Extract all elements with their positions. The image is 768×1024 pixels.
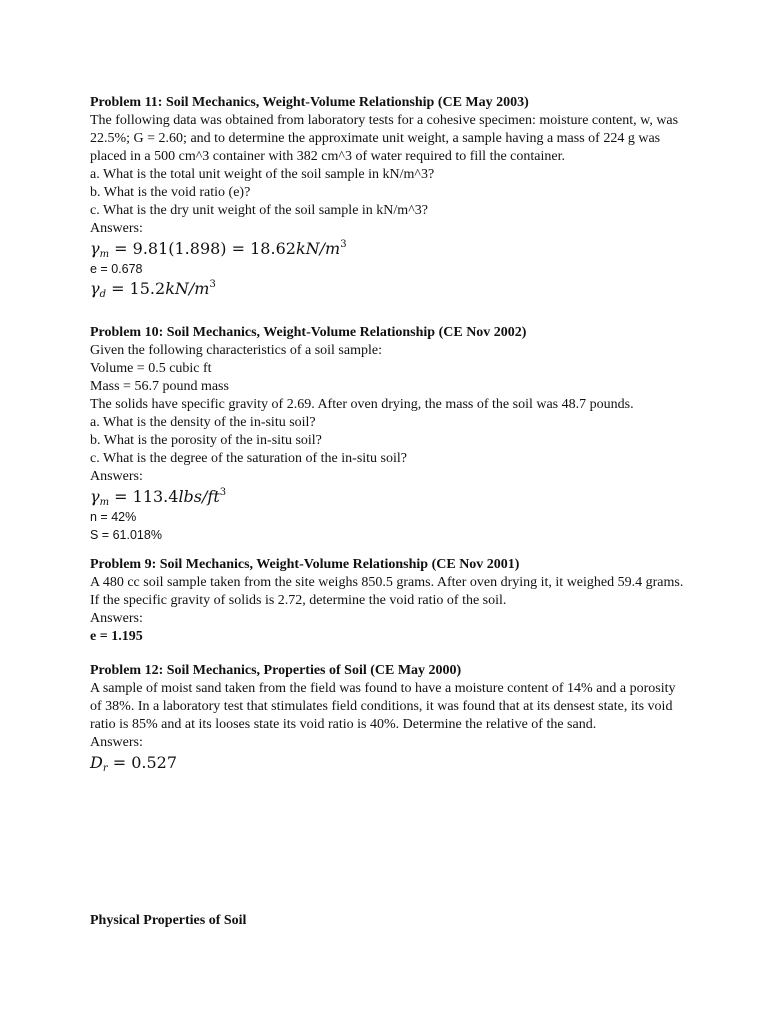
question-b: b. What is the porosity of the in-situ soil? — [90, 433, 322, 448]
question-b: b. What is the void ratio (e)? — [90, 185, 251, 200]
problem-paragraph: A sample of moist sand taken from the field was found to have a moisture content of 14% and a porosity of 38%. In a laboratory test that stimulates field conditions, it was found that at its densest state, its void ratio is 85% and at its looses state its void ratio is 40%. Determine the relative of the sand. — [90, 681, 676, 732]
answer-void-ratio: e = 0.678 — [90, 262, 143, 276]
section-heading: Physical Properties of Soil — [90, 913, 247, 928]
answers-label: Answers: — [90, 735, 143, 750]
answer-value: = 9.81(1.898) = 18.62 — [114, 239, 296, 258]
problem-line: Given the following characteristics of a soil sample: — [90, 343, 382, 358]
question-c: c. What is the degree of the saturation of the in-situ soil? — [90, 451, 407, 466]
problem-9 — [90, 556, 690, 646]
problem-title: Problem 10: Soil Mechanics, Weight-Volume Relationship (CE Nov 2002) — [90, 325, 527, 340]
problem-paragraph: The following data was obtained from laboratory tests for a cohesive specimen: moisture content, w, was 22.5%; G = 2.60; and to determine the approximate unit weight, a sample having a mass of 224 g was placed in a 500 cm^3 container with 382 cm^3 of water required to fill the container. — [90, 113, 679, 164]
question-c: c. What is the dry unit weight of the soil sample in kN/m^3? — [90, 203, 428, 218]
problem-line: Volume = 0.5 cubic ft — [90, 361, 212, 376]
answer-relative-density: $D_r = 0.527$ — [90, 753, 177, 774]
question-a: a. What is the total unit weight of the soil sample in kN/m^3? — [90, 167, 435, 182]
problem-12 — [90, 662, 690, 774]
answer-unit: lbs/ft — [178, 487, 220, 506]
answers-label: Answers: — [90, 611, 143, 626]
answer-dry-unit-weight: $\gamma_d = 15.2kN/m^3$ — [90, 279, 216, 300]
answers-label: Answers: — [90, 221, 143, 236]
problem-title: Problem 9: Soil Mechanics, Weight-Volume Relationship (CE Nov 2001) — [90, 557, 520, 572]
answer-value: = 0.527 — [112, 753, 177, 772]
answer-density: $\gamma_m = 113.4lbs/ft^3$ — [90, 487, 227, 508]
answer-total-unit-weight: $\gamma_m = 9.81(1.898) = 18.62kN/m^3$ — [90, 239, 347, 260]
problem-title: Problem 11: Soil Mechanics, Weight-Volume Relationship (CE May 2003) — [90, 95, 529, 110]
answer-saturation: S = 61.018% — [90, 528, 162, 542]
answer-porosity: n = 42% — [90, 510, 137, 524]
section — [90, 912, 246, 930]
answers-label: Answers: — [90, 469, 143, 484]
answer-unit: kN/m — [165, 279, 210, 298]
problem-10 — [90, 324, 634, 544]
problem-11 — [90, 94, 690, 300]
problem-paragraph: A 480 cc soil sample taken from the site weighs 850.5 grams. After oven drying it, it weighed 59.4 grams. If the specific gravity of solids is 2.72, determine the void ratio of the soil. — [90, 575, 684, 608]
problem-line: Mass = 56.7 pound mass — [90, 379, 229, 394]
answer-unit: kN/m — [295, 239, 341, 258]
question-a: a. What is the density of the in-situ soil? — [90, 415, 316, 430]
answer-value: = 15.2 — [111, 279, 166, 298]
answer-void-ratio: e = 1.195 — [90, 629, 143, 644]
problem-line: The solids have specific gravity of 2.69. After oven drying, the mass of the soil was 48.7 pounds. — [90, 397, 634, 412]
problem-title: Problem 12: Soil Mechanics, Properties of Soil (CE May 2000) — [90, 663, 462, 678]
answer-value: = 113.4 — [114, 487, 179, 506]
